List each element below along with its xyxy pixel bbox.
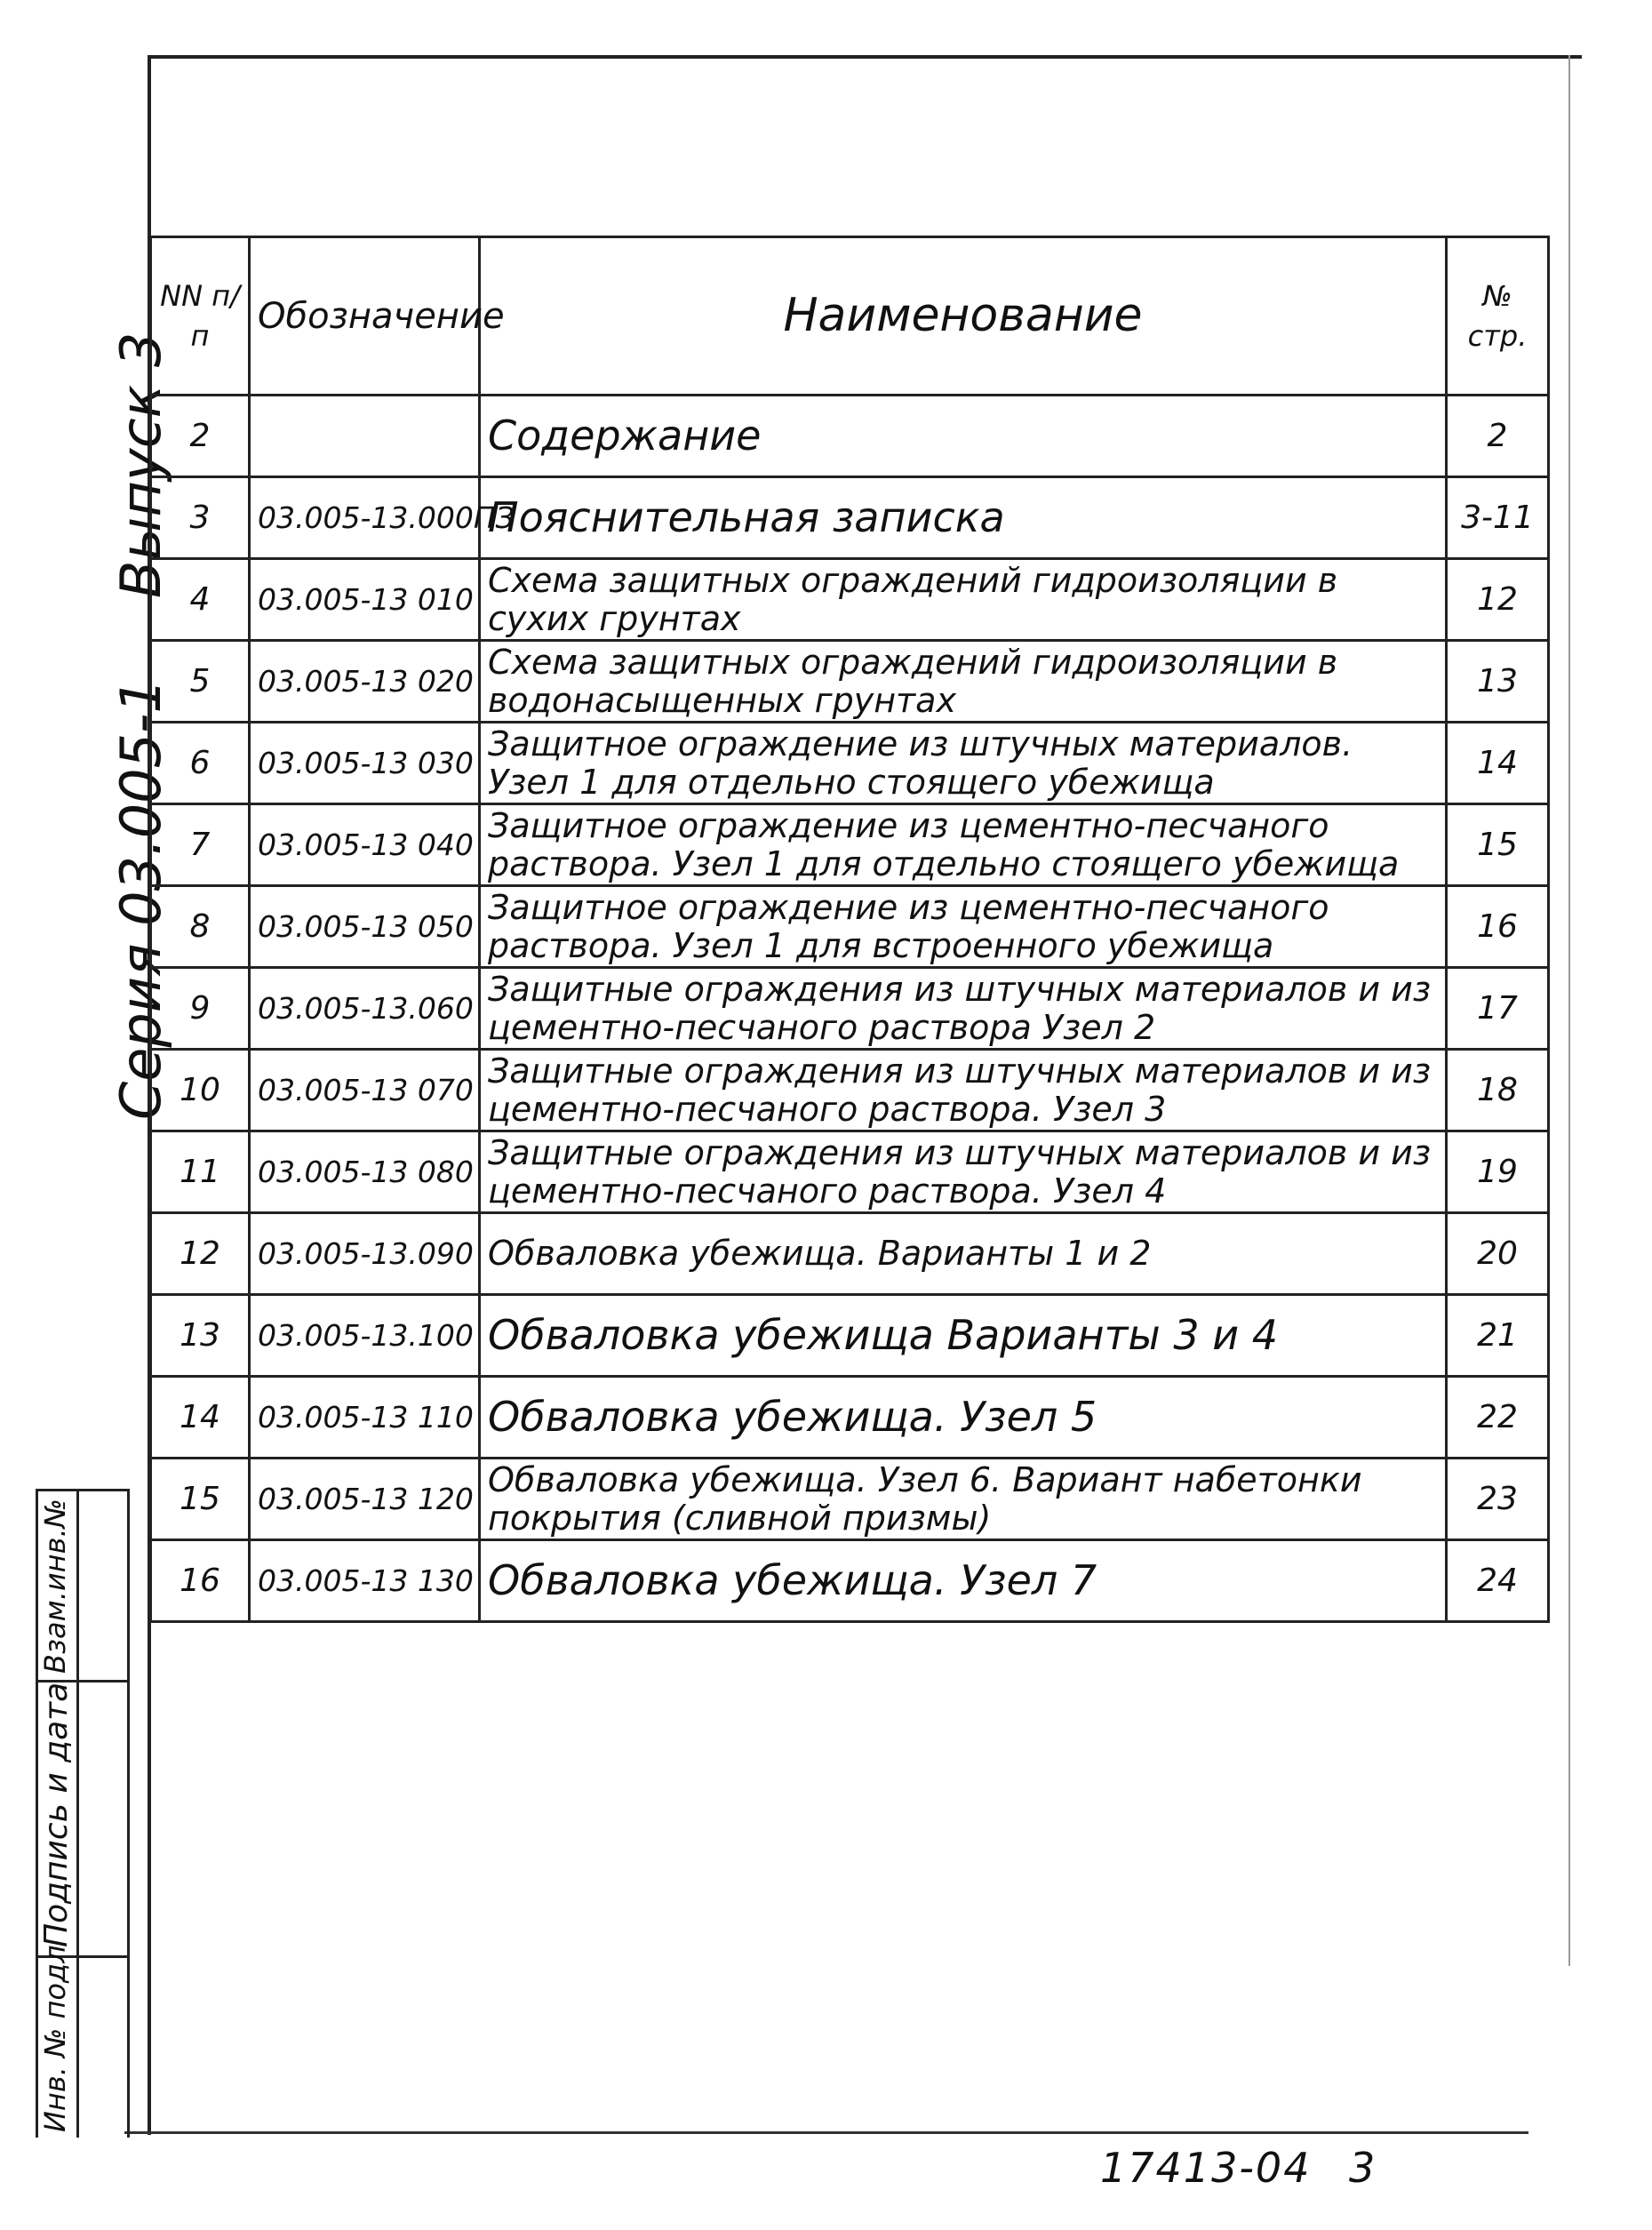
stamp-sign-date-cell — [36, 1682, 130, 1955]
row-name: Защитные ограждения из штучных материалов и из цементно-песчаного раствора Узел 2 — [480, 968, 1447, 1050]
row-num: 16 — [151, 1540, 250, 1622]
row-page: 14 — [1447, 723, 1549, 804]
row-code: 03.005-13 020 — [250, 641, 480, 723]
row-page: 21 — [1447, 1295, 1549, 1377]
row-num: 12 — [151, 1213, 250, 1295]
row-num: 11 — [151, 1131, 250, 1213]
row-num: 7 — [151, 804, 250, 886]
row-num: 5 — [151, 641, 250, 723]
row-code: 03.005-13.000ПЗ — [250, 477, 480, 559]
stamp-inv-orig: Инв. № подл — [38, 1945, 72, 2132]
row-code: 03.005-13 030 — [250, 723, 480, 804]
row-page: 23 — [1447, 1459, 1549, 1540]
stamp-replace-inv: Взам.инв.№ — [38, 1499, 72, 1674]
row-name: Обваловка убежища. Варианты 1 и 2 — [480, 1213, 1447, 1295]
row-page: 17 — [1447, 968, 1549, 1050]
header-code: Обозначение — [250, 237, 480, 396]
row-num: 14 — [151, 1377, 250, 1459]
row-code: 03.005-13 130 — [250, 1540, 480, 1622]
stamp-sign-date: Подпись и дата — [38, 1682, 75, 1947]
row-num: 15 — [151, 1459, 250, 1540]
row-code: 03.005-13.100 — [250, 1295, 480, 1377]
row-code: 03.005-13 110 — [250, 1377, 480, 1459]
frame-right-edge — [1568, 55, 1570, 1966]
stamp-inv-orig-cell — [36, 1945, 130, 2138]
stamp-replace-inv-cell — [36, 1489, 130, 1680]
row-page: 12 — [1447, 559, 1549, 641]
table-row — [151, 1459, 1549, 1540]
row-num: 13 — [151, 1295, 250, 1377]
table-row — [151, 886, 1549, 968]
table-row — [151, 1540, 1549, 1622]
table-row — [151, 1131, 1549, 1213]
row-page: 16 — [1447, 886, 1549, 968]
row-page: 3-11 — [1447, 477, 1549, 559]
header-page: № стр. — [1447, 237, 1549, 396]
contents-table — [149, 236, 1550, 1623]
row-page: 20 — [1447, 1213, 1549, 1295]
row-code: 03.005-13 010 — [250, 559, 480, 641]
row-num: 10 — [151, 1050, 250, 1131]
row-code: 03.005-13.060 — [250, 968, 480, 1050]
series-text: Серия 03.005-1 — [108, 678, 173, 1120]
table-row — [151, 723, 1549, 804]
document-code: 17413-04 — [1100, 2144, 1312, 2192]
row-code — [250, 396, 480, 477]
table-header-row — [151, 237, 1549, 396]
table-row — [151, 396, 1549, 477]
row-name: Защитное ограждение из цементно-песчаного раствора. Узел 1 для встроенного убежища — [480, 886, 1447, 968]
header-name: Наименование — [480, 237, 1447, 396]
row-code: 03.005-13 050 — [250, 886, 480, 968]
row-name: Схема защитных ограждений гидроизоляции в водонасыщенных грунтах — [480, 641, 1447, 723]
page-number: 3 — [1349, 2144, 1376, 2192]
row-page: 22 — [1447, 1377, 1549, 1459]
table-row — [151, 1295, 1549, 1377]
table-row — [151, 804, 1549, 886]
table-row — [151, 641, 1549, 723]
row-num: 2 — [151, 396, 250, 477]
frame-top-border — [149, 55, 1582, 59]
row-num: 6 — [151, 723, 250, 804]
row-name: Защитные ограждения из штучных материалов и из цементно-песчаного раствора. Узел 4 — [480, 1131, 1447, 1213]
row-name: Обваловка убежища. Узел 5 — [480, 1377, 1447, 1459]
row-num: 8 — [151, 886, 250, 968]
table-row — [151, 1377, 1549, 1459]
table-row — [151, 1213, 1549, 1295]
row-code: 03.005-13 120 — [250, 1459, 480, 1540]
row-num: 9 — [151, 968, 250, 1050]
approval-stamp — [36, 1489, 130, 2138]
row-code: 03.005-13 080 — [250, 1131, 480, 1213]
row-page: 13 — [1447, 641, 1549, 723]
row-name: Обваловка убежища Варианты 3 и 4 — [480, 1295, 1447, 1377]
table-row — [151, 559, 1549, 641]
row-code: 03.005-13 040 — [250, 804, 480, 886]
row-name: Содержание — [480, 396, 1447, 477]
row-page: 18 — [1447, 1050, 1549, 1131]
row-code: 03.005-13 070 — [250, 1050, 480, 1131]
row-name: Обваловка убежища. Узел 7 — [480, 1540, 1447, 1622]
row-name: Обваловка убежища. Узел 6. Вариант набетонки покрытия (сливной призмы) — [480, 1459, 1447, 1540]
frame-bottom-border — [124, 2131, 1528, 2134]
issue-text: Выпуск 3 — [108, 332, 173, 599]
table-row — [151, 968, 1549, 1050]
row-num: 4 — [151, 559, 250, 641]
row-name: Пояснительная записка — [480, 477, 1447, 559]
row-name: Защитные ограждения из штучных материалов и из цементно-песчаного раствора. Узел 3 — [480, 1050, 1447, 1131]
row-page: 19 — [1447, 1131, 1549, 1213]
row-code: 03.005-13.090 — [250, 1213, 480, 1295]
row-page: 24 — [1447, 1540, 1549, 1622]
header-num: NN п/п — [151, 237, 250, 396]
row-page: 15 — [1447, 804, 1549, 886]
row-name: Защитное ограждение из штучных материалов. Узел 1 для отдельно стоящего убежища — [480, 723, 1447, 804]
table-row — [151, 1050, 1549, 1131]
table-row — [151, 477, 1549, 559]
row-name: Защитное ограждение из цементно-песчаного раствора. Узел 1 для отдельно стоящего убежища — [480, 804, 1447, 886]
row-num: 3 — [151, 477, 250, 559]
row-name: Схема защитных ограждений гидроизоляции в сухих грунтах — [480, 559, 1447, 641]
row-page: 2 — [1447, 396, 1549, 477]
